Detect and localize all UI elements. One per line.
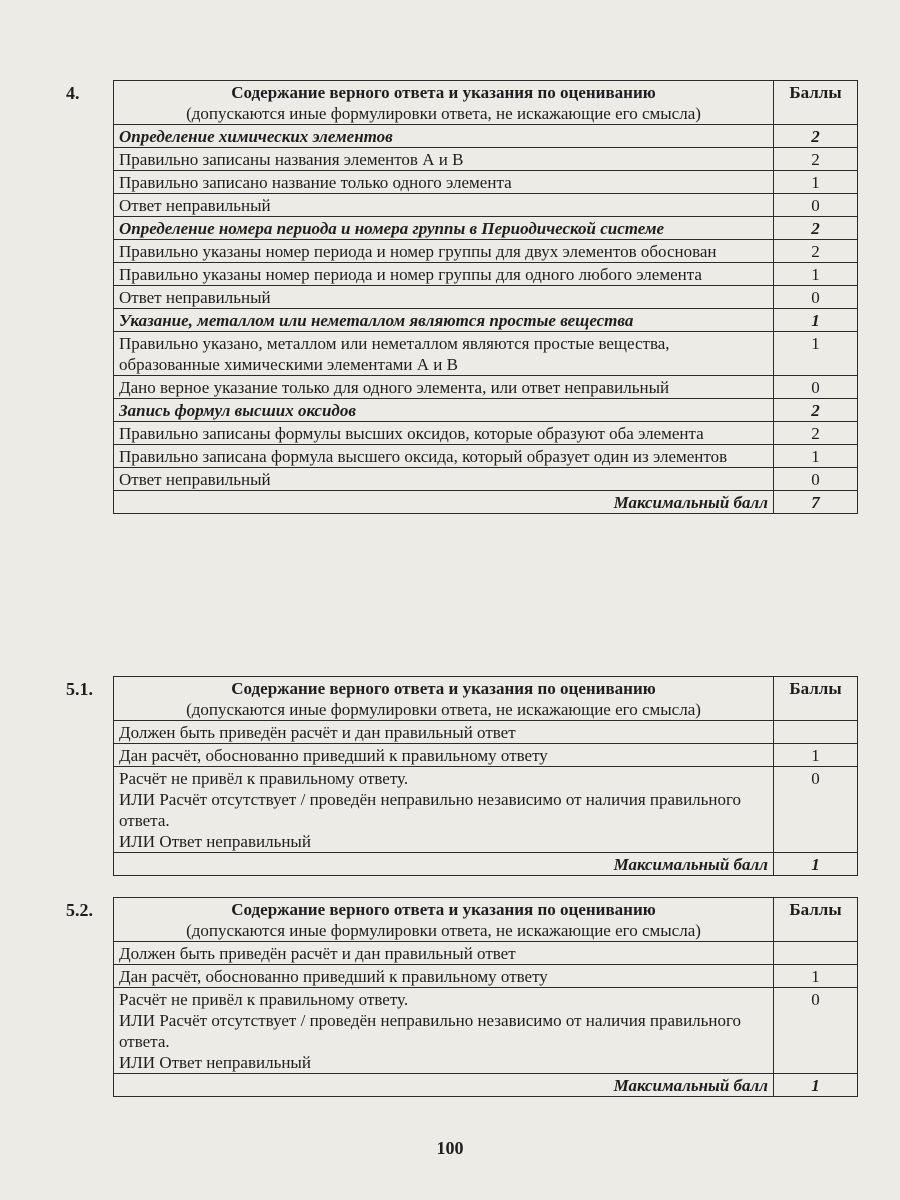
criterion-text: Определение химических элементов [114, 125, 774, 148]
row-text: Дан расчёт, обоснованно приведший к правильному ответу [114, 965, 774, 988]
row-points: 1 [774, 263, 858, 286]
row-text-wrong [114, 988, 774, 1074]
requirement-text: Должен быть приведён расчёт и дан правильный ответ [114, 721, 774, 744]
table-row [114, 399, 858, 422]
table-row [114, 965, 858, 988]
row-text: Правильно указаны номер периода и номер группы для одного любого элемента [114, 263, 774, 286]
row-points: 0 [774, 286, 858, 309]
header-subtitle: (допускаются иные формулировки ответа, не искажающие его смысла) [186, 921, 701, 940]
grading-table-task-5-2 [113, 897, 858, 1097]
row-points: 0 [774, 194, 858, 217]
max-score-points: 7 [774, 491, 858, 514]
row-points: 1 [774, 445, 858, 468]
wrong-line-1: Расчёт не привёл к правильному ответу. [119, 990, 409, 1009]
row-text: Правильно записаны названия элементов А и В [114, 148, 774, 171]
row-points: 1 [774, 332, 858, 376]
table-row [114, 194, 858, 217]
header-content-cell [114, 677, 774, 721]
table-row [114, 148, 858, 171]
table-row [114, 332, 858, 376]
max-score-points: 1 [774, 853, 858, 876]
criterion-text: Указание, металлом или неметаллом являются простые вещества [114, 309, 774, 332]
row-points: 0 [774, 988, 858, 1074]
max-score-label: Максимальный балл [114, 1074, 774, 1097]
table-row [114, 767, 858, 853]
row-text: Дан расчёт, обоснованно приведший к правильному ответу [114, 744, 774, 767]
table-row [114, 942, 858, 965]
row-points: 2 [774, 148, 858, 171]
table-header-row [114, 81, 858, 125]
grading-table-task-4 [113, 80, 858, 514]
table-row [114, 217, 858, 240]
row-points: 0 [774, 767, 858, 853]
criterion-points: 1 [774, 309, 858, 332]
criterion-text: Определение номера периода и номера группы в Периодической системе [114, 217, 774, 240]
row-text: Правильно записаны формулы высших оксидов, которые образуют оба элемента [114, 422, 774, 445]
row-points: 1 [774, 965, 858, 988]
header-points-cell: Баллы [774, 677, 858, 721]
wrong-line-2: ИЛИ Расчёт отсутствует / проведён неправильно независимо от наличия правильного ответа. [119, 1011, 742, 1051]
row-text: Дано верное указание только для одного элемента, или ответ неправильный [114, 376, 774, 399]
row-points: 1 [774, 171, 858, 194]
wrong-line-3: ИЛИ Ответ неправильный [119, 1053, 311, 1072]
max-score-label: Максимальный балл [114, 491, 774, 514]
table-row [114, 286, 858, 309]
max-score-row [114, 491, 858, 514]
row-points: 2 [774, 422, 858, 445]
table-header-row [114, 677, 858, 721]
row-points-empty [774, 721, 858, 744]
row-text-wrong [114, 767, 774, 853]
header-content-cell [114, 81, 774, 125]
criterion-points: 2 [774, 125, 858, 148]
row-points: 0 [774, 376, 858, 399]
max-score-row [114, 853, 858, 876]
row-text: Правильно записано название только одного элемента [114, 171, 774, 194]
table-row [114, 744, 858, 767]
row-points: 2 [774, 240, 858, 263]
table-header-row [114, 898, 858, 942]
wrong-line-1: Расчёт не привёл к правильному ответу. [119, 769, 409, 788]
table-row [114, 721, 858, 744]
table-row [114, 240, 858, 263]
table-row [114, 468, 858, 491]
table-row [114, 422, 858, 445]
criterion-text: Запись формул высших оксидов [114, 399, 774, 422]
table-row [114, 376, 858, 399]
header-subtitle: (допускаются иные формулировки ответа, не искажающие его смысла) [186, 104, 701, 123]
table-row [114, 263, 858, 286]
row-text: Ответ неправильный [114, 286, 774, 309]
table-row [114, 309, 858, 332]
page-number: 100 [436, 1138, 464, 1158]
table-row [114, 988, 858, 1074]
task-number-5-1: 5.1. [66, 679, 93, 699]
max-score-label: Максимальный балл [114, 853, 774, 876]
header-title: Содержание верного ответа и указания по оцениванию [231, 679, 656, 698]
wrong-line-3: ИЛИ Ответ неправильный [119, 832, 311, 851]
header-content-cell [114, 898, 774, 942]
grading-table-task-5-1 [113, 676, 858, 876]
criterion-points: 2 [774, 217, 858, 240]
max-score-points: 1 [774, 1074, 858, 1097]
header-points-cell: Баллы [774, 898, 858, 942]
row-points: 0 [774, 468, 858, 491]
header-title: Содержание верного ответа и указания по оцениванию [231, 83, 656, 102]
table-row [114, 125, 858, 148]
row-text: Правильно указаны номер периода и номер группы для двух элементов обоснован [114, 240, 774, 263]
header-subtitle: (допускаются иные формулировки ответа, не искажающие его смысла) [186, 700, 701, 719]
max-score-row [114, 1074, 858, 1097]
row-text: Ответ неправильный [114, 468, 774, 491]
row-points-empty [774, 942, 858, 965]
criterion-points: 2 [774, 399, 858, 422]
header-points-cell: Баллы [774, 81, 858, 125]
row-points: 1 [774, 744, 858, 767]
task-number-5-2: 5.2. [66, 900, 93, 920]
row-text: Ответ неправильный [114, 194, 774, 217]
table-row [114, 445, 858, 468]
requirement-text: Должен быть приведён расчёт и дан правильный ответ [114, 942, 774, 965]
task-number-4: 4. [66, 83, 80, 103]
row-text: Правильно записана формула высшего оксида, который образует один из элементов [114, 445, 774, 468]
table-row [114, 171, 858, 194]
row-text: Правильно указано, металлом или неметаллом являются простые вещества, образованные химическими элементами А и В [114, 332, 774, 376]
header-title: Содержание верного ответа и указания по оцениванию [231, 900, 656, 919]
wrong-line-2: ИЛИ Расчёт отсутствует / проведён неправильно независимо от наличия правильного ответа. [119, 790, 742, 830]
